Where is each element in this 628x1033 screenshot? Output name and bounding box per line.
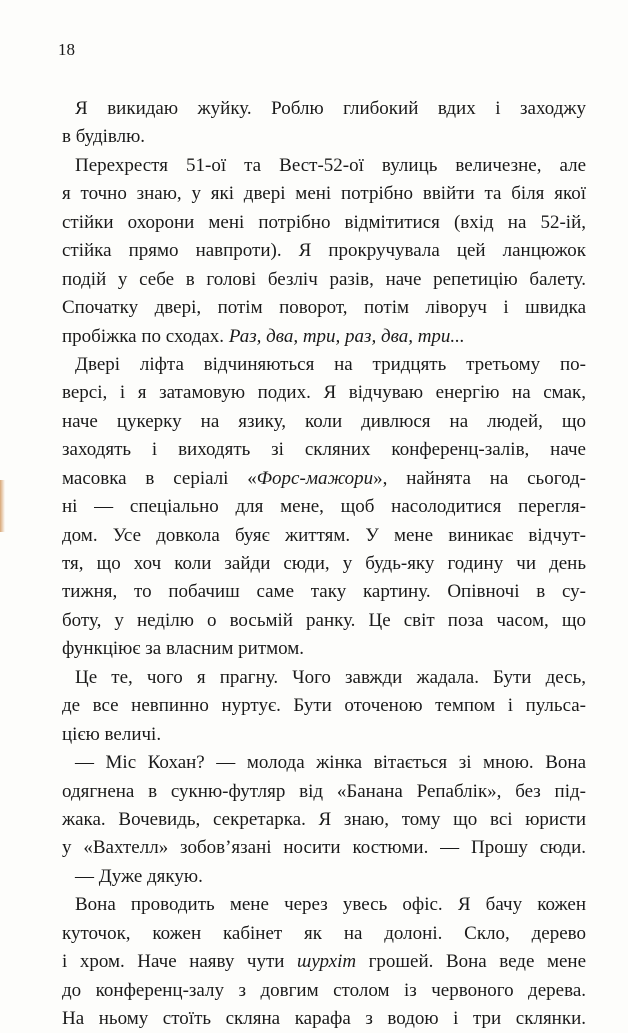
text-line <box>62 209 586 237</box>
text-line <box>62 635 586 663</box>
text-segment: в будівлю. <box>62 126 146 148</box>
text-line <box>62 1005 586 1033</box>
text-segment: », найнята на сьогод- <box>373 467 586 489</box>
text-segment: Я викидаю жуйку. Роблю глибокий вдих і заходжу <box>75 98 586 119</box>
italic-text: Форс-мажори <box>256 467 374 489</box>
text-segment: пробіжка по сходах. <box>62 325 229 347</box>
text-segment: куточок, кожен кабінет як на долоні. Скло, дерево <box>62 922 586 944</box>
italic-text: шурхіт <box>297 951 357 973</box>
text-segment: На ньому стоїть скляна карафа з водою і три склянки. <box>62 1008 586 1029</box>
text-line <box>62 351 586 379</box>
text-line <box>62 323 586 351</box>
text-segment: подій у себе в голові безліч разів, наче репетицію балету. <box>62 268 586 290</box>
text-segment: Перехрестя 51-ої та Вест-52-ої вулиць величезне, але <box>75 154 586 176</box>
text-line <box>62 95 586 123</box>
text-line <box>62 123 586 151</box>
text-line <box>62 578 586 606</box>
text-line <box>62 692 586 720</box>
page-edge-mark <box>0 480 5 532</box>
text-segment: Спочатку двері, потім поворот, потім ліворуч і швидка <box>62 297 586 319</box>
text-segment: тижня, то побачиш саме таку картину. Опівночі в су- <box>62 581 586 603</box>
text-line <box>62 379 586 407</box>
text-line <box>62 920 586 948</box>
text-segment: де все невпинно нуртує. Бути оточеною темпом і пульса- <box>62 695 586 717</box>
text-line <box>62 749 586 777</box>
page-number: 18 <box>58 40 75 59</box>
text-line <box>62 294 586 322</box>
body-text <box>62 95 586 1033</box>
text-line <box>62 266 586 294</box>
text-segment: Двері ліфта відчиняються на тридцять третьому по- <box>75 353 586 375</box>
text-segment: грошей. Вона веде мене <box>356 951 587 973</box>
text-line <box>62 834 586 862</box>
text-segment: жака. Вочевидь, секретарка. Я знаю, тому що всі юристи <box>62 808 586 830</box>
text-segment: стійка прямо навпроти). Я прокручувала цей ланцюжок <box>62 240 586 262</box>
text-segment: масовка в серіалі « <box>62 467 257 489</box>
text-line <box>62 152 586 180</box>
text-segment: до конференц-залу з довгим столом із червоного дерева. <box>62 979 586 1001</box>
text-line <box>62 493 586 521</box>
text-line <box>62 522 586 550</box>
text-segment: Вона проводить мене через увесь офіс. Я бачу кожен <box>75 894 586 916</box>
text-line <box>62 977 586 1005</box>
text-line <box>62 237 586 265</box>
text-segment: наче цукерку на язику, коли дивлюся на людей, що <box>62 410 586 432</box>
text-segment: ні — спеціально для мене, щоб насолодитися перегля- <box>62 496 586 518</box>
text-line <box>62 863 586 891</box>
text-segment: у «Вахтелл» зобов’язані носити костюми. — Прошу сюди. <box>62 837 586 859</box>
text-segment: одягнена в сукню-футляр від «Банана Репаблік», без під- <box>62 780 586 802</box>
text-segment: версі, і я затамовую подих. Я відчуваю енергію на смак, <box>62 382 586 404</box>
text-line <box>62 180 586 208</box>
text-line <box>62 550 586 578</box>
text-line <box>62 891 586 919</box>
text-line <box>62 721 586 749</box>
text-line <box>62 465 586 493</box>
text-segment: Це те, чого я прагну. Чого завжди жадала. Бути десь, <box>75 666 586 688</box>
text-segment: я точно знаю, у які двері мені потрібно ввійти та біля якої <box>62 183 586 205</box>
text-segment: — Міс Кохан? — молода жінка вітається зі мною. Вона <box>75 752 586 774</box>
italic-text: Раз, два, три, раз, два, три... <box>228 325 465 347</box>
text-line <box>62 436 586 464</box>
text-line <box>62 607 586 635</box>
text-segment: і хром. Наче наяву чути <box>62 951 297 973</box>
text-segment: дом. Усе довкола буяє життям. У мене виникає відчут- <box>62 524 586 546</box>
text-segment: цією величі. <box>62 723 162 745</box>
text-segment: — Дуже дякую. <box>75 865 203 887</box>
text-line <box>62 778 586 806</box>
text-line <box>62 806 586 834</box>
text-line <box>62 664 586 692</box>
text-segment: заходять і виходять зі скляних конференц-залів, наче <box>62 439 586 461</box>
text-segment: стійки охорони мені потрібно відмітитися (вхід на 52-ій, <box>62 211 586 233</box>
text-segment: тя, що хоч коли зайди сюди, у будь-яку годину чи день <box>62 553 586 574</box>
text-line <box>62 408 586 436</box>
text-segment: функціює за власним ритмом. <box>62 638 305 660</box>
text-line <box>62 948 586 976</box>
text-segment: боту, у неділю о восьмій ранку. Це світ поза часом, що <box>62 609 586 631</box>
